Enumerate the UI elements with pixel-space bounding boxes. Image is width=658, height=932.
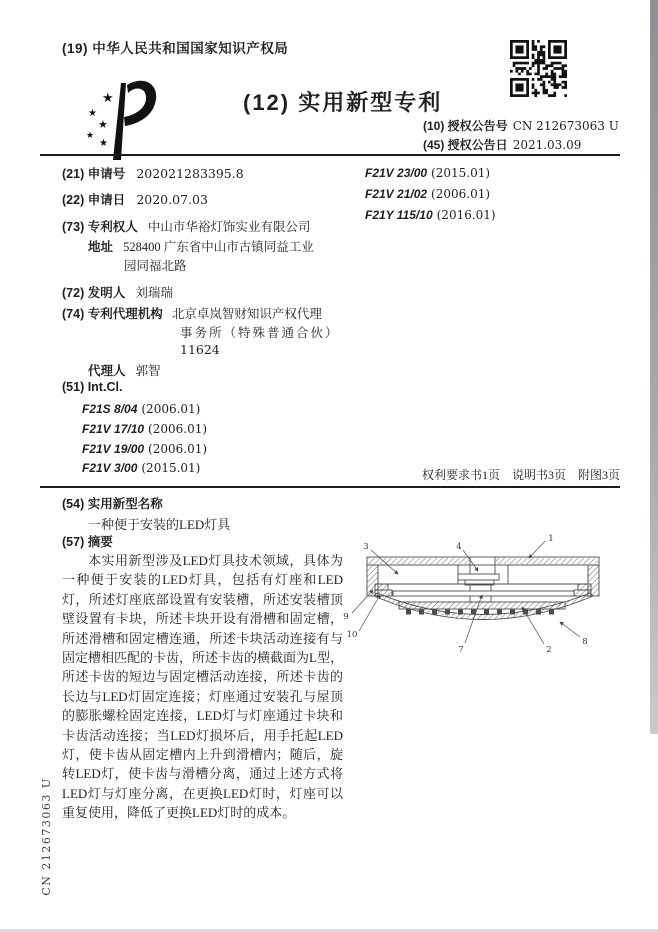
callout-10: 10 bbox=[346, 630, 358, 640]
callout-3: 3 bbox=[363, 542, 369, 552]
svg-text:★: ★ bbox=[98, 118, 108, 131]
figure-drawing bbox=[331, 522, 641, 713]
qr-code bbox=[510, 40, 567, 102]
application-number-label: (21) 申请号 bbox=[62, 167, 126, 181]
svg-text:★: ★ bbox=[102, 91, 114, 106]
svg-text:★: ★ bbox=[86, 131, 95, 141]
address-line-1 bbox=[88, 237, 314, 255]
agency-code-line bbox=[180, 342, 220, 357]
publication-number: CN 212673063 U bbox=[512, 119, 619, 133]
patentee: 中山市华裕灯饰实业有限公司 bbox=[147, 220, 311, 234]
abstract-section-label: (57) 摘要 bbox=[62, 535, 113, 549]
callout-8: 8 bbox=[582, 637, 588, 647]
intcl-item: F21S 8/04 (2006.01) bbox=[82, 402, 201, 416]
header-divider bbox=[40, 154, 620, 156]
callout-1: 1 bbox=[548, 534, 554, 544]
callout-9: 9 bbox=[343, 612, 349, 622]
filing-date: 2020.07.03 bbox=[136, 192, 208, 207]
intcl-label: (51) Int.Cl. bbox=[62, 380, 123, 394]
side-document-code: CN 212673063 U bbox=[40, 777, 53, 896]
publication-number-line bbox=[423, 117, 619, 134]
agent: 郭智 bbox=[135, 364, 161, 378]
address-line-2 bbox=[124, 256, 187, 274]
intcl-item: F21V 17/10 (2006.01) bbox=[82, 422, 208, 436]
intcl-item: F21V 23/00 (2015.01) bbox=[365, 166, 491, 180]
filing-date-line bbox=[62, 190, 208, 208]
page-right-edge bbox=[650, 0, 658, 734]
intcl-item: F21V 3/00 (2015.01) bbox=[82, 461, 201, 475]
svg-text:★: ★ bbox=[99, 138, 108, 149]
svg-text:★: ★ bbox=[88, 108, 97, 119]
intcl-item: F21V 21/02 (2006.01) bbox=[365, 187, 491, 201]
title-section-label: (54) 实用新型名称 bbox=[62, 497, 163, 511]
callout-4: 4 bbox=[456, 542, 462, 552]
intcl-heading bbox=[62, 380, 122, 395]
pages-info: 权利要求书1页 说明书3页 附图3页 bbox=[421, 468, 620, 482]
agency-code: 11624 bbox=[180, 342, 220, 357]
address-value-2: 园同福北路 bbox=[124, 259, 187, 273]
agency-line-2 bbox=[180, 323, 340, 341]
address-label: 地址 bbox=[88, 240, 114, 254]
abstract-text: 本实用新型涉及LED灯具技术领域，具体为一种便于安装的LED灯具，包括有灯座和LED灯，所述灯座底部设置有安装槽，所述安装槽顶壁设置有卡块，所述卡块开设有滑槽和固定槽，所述滑槽和固定槽连通，所述卡块活动连接有与固定槽相匹配的卡齿，所述卡齿的横截面为L型，所述卡齿的短边与固定槽活动连接，所述卡齿的长边与LED灯固定连接；灯座通过安装孔与屋顶的膨胀螺栓固定连接，LED灯与灯座通过卡块和卡齿活动连接；当LED灯损坏后，用手托起LED灯，使卡齿从固定槽内上升到滑槽内；随后，旋转LED灯，使卡齿与滑槽分离，通过上述方式将LED灯与灯座分离，在更换LED灯时，灯座可以重复使用，降低了更换LED灯时的成本。 bbox=[62, 553, 343, 821]
intcl-item: F21Y 115/10 (2016.01) bbox=[365, 208, 496, 222]
filing-date-label: (22) 申请日 bbox=[62, 193, 126, 207]
inventor: 刘瑞瑞 bbox=[135, 286, 173, 300]
document-type-title: (12) 实用新型专利 bbox=[243, 90, 443, 115]
publication-date: 2021.03.09 bbox=[512, 138, 582, 152]
agent-line bbox=[88, 361, 161, 379]
inventor-line bbox=[62, 283, 173, 301]
agency-label: (74) 专利代理机构 bbox=[62, 307, 163, 321]
abstract-block bbox=[62, 551, 343, 823]
biblio-divider bbox=[40, 486, 620, 488]
callout-2: 2 bbox=[546, 645, 552, 655]
agency-name-1: 北京卓岚智财知识产权代理 bbox=[171, 307, 322, 321]
address-value-1: 528400 广东省中山市古镇同益工业 bbox=[123, 240, 314, 254]
agent-label: 代理人 bbox=[88, 364, 126, 378]
inventor-label: (72) 发明人 bbox=[62, 286, 126, 300]
publication-date-line bbox=[423, 136, 581, 153]
application-number-line bbox=[62, 164, 244, 182]
agency-line-1 bbox=[62, 304, 322, 322]
qr-code-icon bbox=[510, 40, 567, 97]
agency-name-2: 事务所（特殊普通合伙） bbox=[180, 326, 340, 340]
cnipa-logo-icon bbox=[80, 76, 162, 166]
intcl-item: F21V 19/00 (2006.01) bbox=[82, 442, 208, 456]
patentee-label: (73) 专利权人 bbox=[62, 220, 138, 234]
application-number: 202021283395.8 bbox=[136, 166, 244, 181]
cnipa-logo bbox=[80, 76, 162, 171]
callout-7: 7 bbox=[458, 645, 464, 655]
publication-number-label: (10) 授权公告号 bbox=[423, 119, 508, 133]
publication-date-label: (45) 授权公告日 bbox=[423, 138, 508, 152]
lamp-cross-section-figure bbox=[331, 522, 641, 708]
invention-title: 一种便于安装的LED灯具 bbox=[88, 517, 231, 532]
issuing-office: (19) 中华人民共和国国家知识产权局 bbox=[62, 41, 289, 56]
patentee-line bbox=[62, 217, 310, 235]
